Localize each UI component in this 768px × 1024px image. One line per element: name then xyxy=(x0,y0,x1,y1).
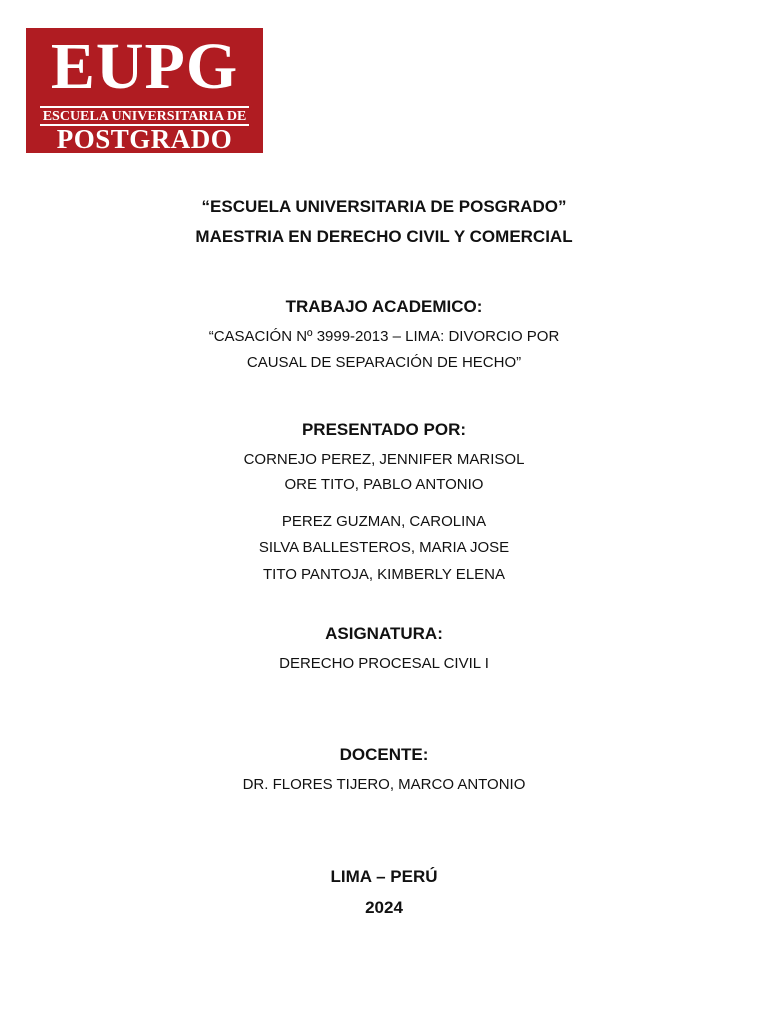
author-5: TITO PANTOJA, KIMBERLY ELENA xyxy=(262,566,505,583)
logo-postgrado: POSTGRADO xyxy=(56,124,233,154)
logo-acronym: EUPG xyxy=(50,30,239,103)
logo-subtitle: ESCUELA UNIVERSITARIA DE xyxy=(42,109,247,124)
place: LIMA – PERÚ xyxy=(330,867,438,886)
presented-heading: PRESENTADO POR: xyxy=(301,420,467,439)
author-2: ORE TITO, PABLO ANTONIO xyxy=(284,476,484,493)
work-title-line-1: “CASACIÓN Nº 3999-2013 – LIMA: DIVORCIO POR xyxy=(208,328,560,345)
school-name: “ESCUELA UNIVERSITARIA DE POSGRADO” xyxy=(201,197,567,216)
program-name: MAESTRIA EN DERECHO CIVIL Y COMERCIAL xyxy=(195,227,573,246)
author-1: CORNEJO PEREZ, JENNIFER MARISOL xyxy=(243,451,525,468)
teacher-heading: DOCENTE: xyxy=(339,745,429,764)
year: 2024 xyxy=(365,898,403,917)
work-title-line-2: CAUSAL DE SEPARACIÓN DE HECHO” xyxy=(246,354,522,371)
author-3: PEREZ GUZMAN, CAROLINA xyxy=(281,513,487,530)
course-heading: ASIGNATURA: xyxy=(325,624,443,643)
eupg-logo xyxy=(26,28,263,153)
course-name: DERECHO PROCESAL CIVIL I xyxy=(279,655,489,672)
teacher-name: DR. FLORES TIJERO, MARCO ANTONIO xyxy=(242,776,526,793)
author-4: SILVA BALLESTEROS, MARIA JOSE xyxy=(258,539,510,556)
work-heading: TRABAJO ACADEMICO: xyxy=(285,297,483,316)
logo-rule-top xyxy=(40,106,249,108)
